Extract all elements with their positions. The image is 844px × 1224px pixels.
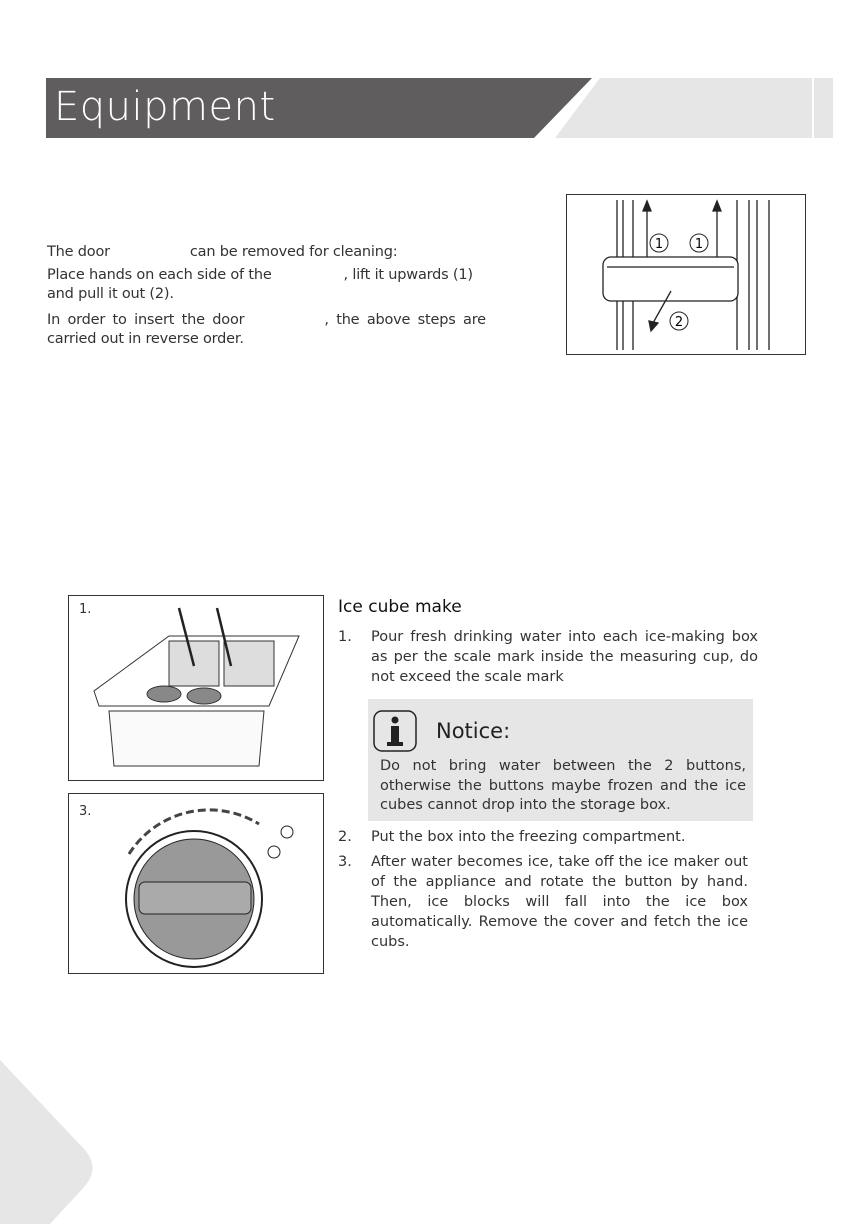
svg-text:1: 1 <box>694 237 704 252</box>
info-icon <box>372 709 418 755</box>
ice-section-heading: Ice cube make <box>338 597 462 617</box>
page-title: Equipment <box>54 84 276 130</box>
figure-label: 1. <box>79 602 92 617</box>
step-3 <box>338 852 758 954</box>
door-rack-intro: The door can be removed for cleaning: <box>47 244 398 260</box>
door-rack-figure <box>566 194 806 355</box>
step-number: 3. <box>338 854 352 870</box>
door-rack-step-remove: Place hands on each side of the , lift it upwards (1) and pull it out (2). <box>47 267 473 302</box>
svg-text:2: 2 <box>674 315 684 330</box>
step-text: Put the box into the freezing compartment. <box>371 829 686 845</box>
notice-title: Notice: <box>436 719 511 743</box>
corner-tab-decoration <box>0 1060 110 1224</box>
notice-text: Do not bring water between the 2 buttons, otherwise the buttons maybe frozen and the ice cubes cannot drop into the storage box. <box>380 758 746 813</box>
rotation-knob-illustration <box>69 794 323 973</box>
door-rack-illustration <box>567 195 805 354</box>
ice-maker-figure-3 <box>68 793 324 974</box>
notice-box <box>368 699 753 821</box>
step-text: Pour fresh drinking water into each ice-making box as per the scale mark inside the measuring cup, do not exceed the scale mark <box>371 629 758 685</box>
step-1 <box>338 627 758 689</box>
door-rack-step-insert: In order to insert the door , the above steps are carried out in reverse order. <box>47 312 486 347</box>
figure-label: 3. <box>79 804 92 819</box>
step-text: After water becomes ice, take off the ice maker out of the appliance and rotate the button by hand. Then, ice blocks will fall into the ice box automatically. Remove the cover and fetch the ice cubs. <box>371 854 748 950</box>
ice-tray-illustration <box>69 596 323 780</box>
step-number: 2. <box>338 829 352 845</box>
step-number: 1. <box>338 629 352 645</box>
svg-text:1: 1 <box>654 237 664 252</box>
ice-maker-figure-1 <box>68 595 324 781</box>
step-2 <box>338 827 758 847</box>
